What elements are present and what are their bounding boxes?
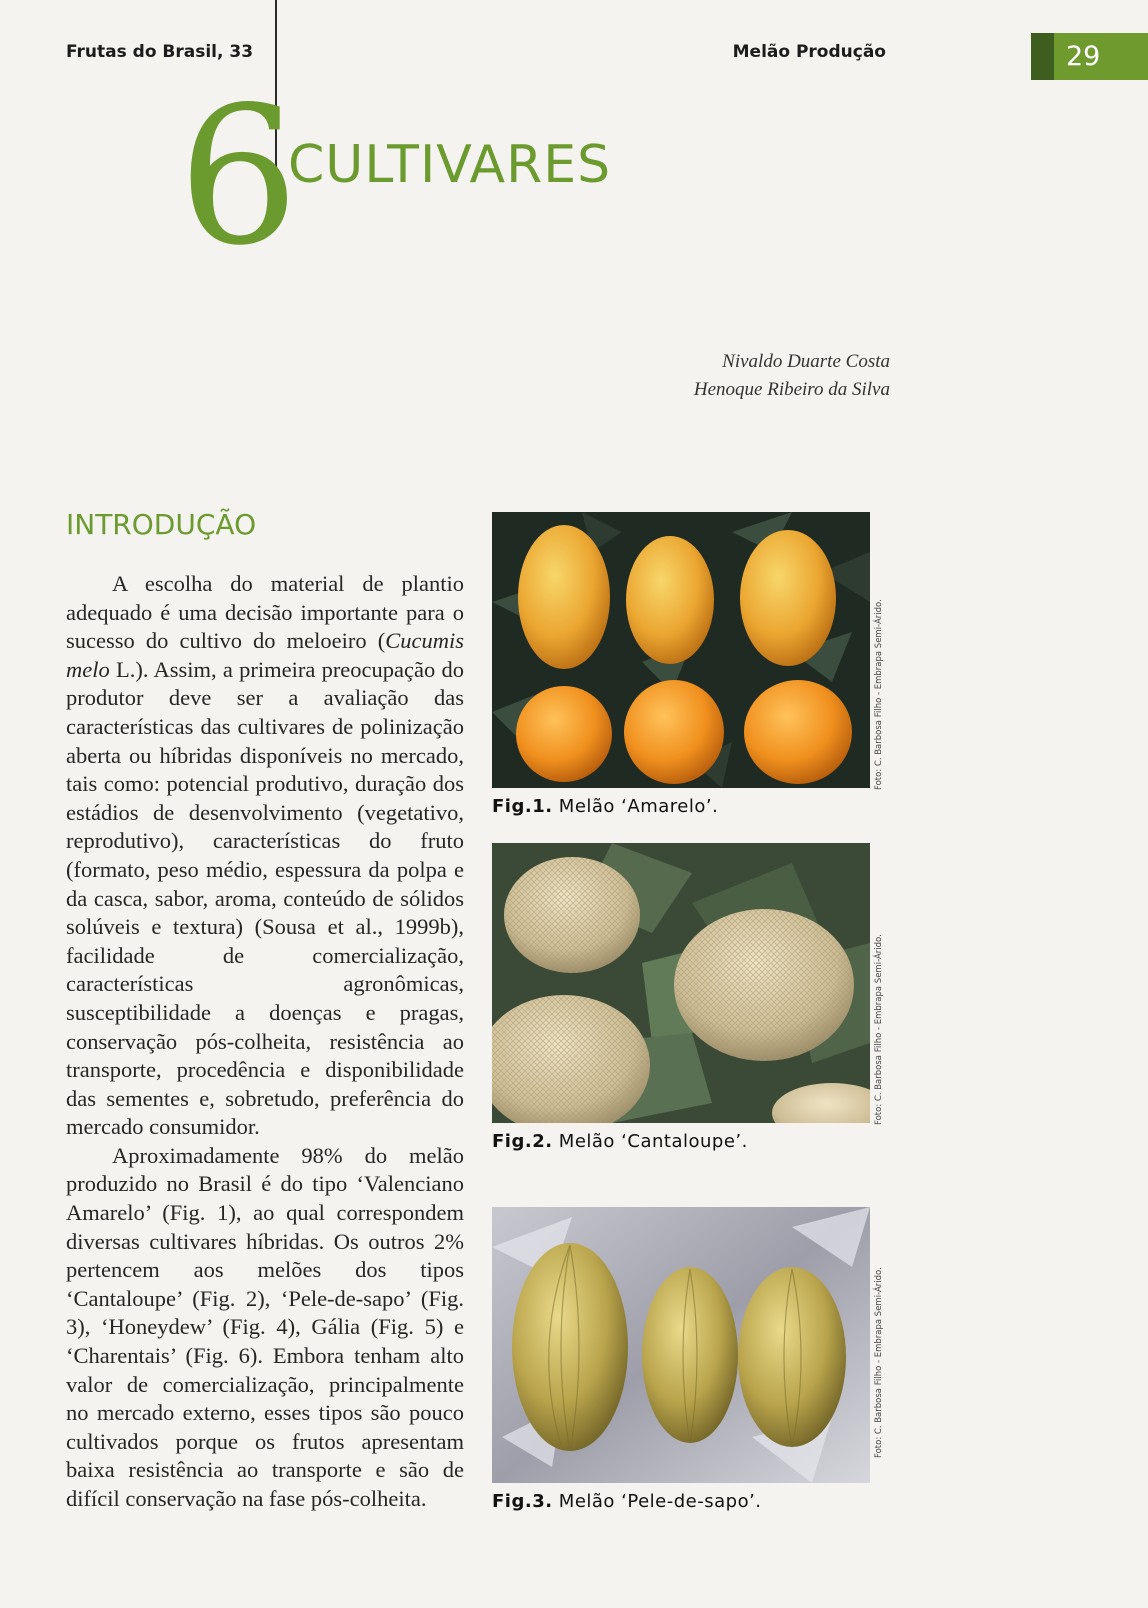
chapter-number: 6	[178, 66, 299, 287]
authors-block	[694, 348, 890, 404]
body-text	[66, 570, 464, 1514]
running-header-series: Frutas do Brasil, 33	[66, 42, 254, 62]
author-2: Henoque Ribeiro da Silva	[693, 379, 890, 400]
page-number-accent	[1031, 33, 1054, 80]
figure-3-caption: Fig.3. Melão ‘Pele-de-sapo’.	[492, 1491, 762, 1512]
figure-2	[492, 843, 870, 1152]
scientific-name: Cucumis melo	[66, 628, 464, 682]
figure-3-credit: Foto: C. Barbosa Filho - Embrapa Semi-Árido.	[874, 1267, 884, 1458]
page-number-box	[1031, 33, 1148, 80]
melon-cantaloupe-image	[492, 843, 870, 1123]
figure-3	[492, 1207, 870, 1512]
page-number: 29	[1066, 41, 1101, 72]
running-header-title: Melão Produção	[732, 42, 886, 62]
figure-2-caption: Fig.2. Melão ‘Cantaloupe’.	[492, 1131, 748, 1152]
melon-pele-de-sapo-image	[492, 1207, 870, 1483]
figure-3-photo	[492, 1207, 870, 1483]
chapter-title: CULTIVARES	[288, 135, 612, 195]
figure-1-credit: Foto: C. Barbosa Filho - Embrapa Semi-Árido.	[874, 599, 884, 790]
figure-1-photo	[492, 512, 870, 788]
figure-1-caption: Fig.1. Melão ‘Amarelo’.	[492, 796, 719, 817]
section-title: INTRODUÇÃO	[66, 508, 257, 541]
author-1: Nivaldo Duarte Costa	[722, 351, 890, 372]
figure-2-photo	[492, 843, 870, 1123]
figure-1	[492, 512, 870, 817]
melon-amarelo-image	[492, 512, 870, 788]
figure-2-credit: Foto: C. Barbosa Filho - Embrapa Semi-Árido.	[874, 934, 884, 1125]
paragraph-1: A escolha do material de plantio adequado é uma decisão importante para o sucesso do cultivo do meloeiro (Cucumis melo L.). Assim, a primeira preocupação do produtor deve ser a avaliação das características das cultivares de polinização aberta ou híbridas disponíveis no mercado, tais como: potencial produtivo, duração dos estádios de desenvolvimento (vegetativo, reprodutivo), características do fruto (formato, peso médio, espessura da polpa e da casca, sabor, aroma, conteúdo de sólidos solúveis e textura) (Sousa et al., 1999b), facilidade de comercialização, características agronômicas, susceptibilidade a doenças e pragas, conservação pós-colheita, resistência ao transporte, procedência e disponibilidade das sementes e, sobretudo, preferência do mercado consumidor.	[66, 571, 464, 1140]
paragraph-2: Aproximadamente 98% do melão produzido no Brasil é do tipo ‘Valenciano Amarelo’ (Fig. 1), ao qual correspondem diversas cultivares híbridas. Os outros 2% pertencem aos melões dos tipos ‘Cantaloupe’ (Fig. 2), ‘Pele-de-sapo’ (Fig. 3), ‘Honeydew’ (Fig. 4), Gália (Fig. 5) e ‘Charentais’ (Fig. 6). Embora tenham alto valor de comercialização, principalmente no mercado externo, esses tipos são pouco cultivados porque os frutos apresentam baixa resistência ao transporte e são de difícil conservação na fase pós-colheita.	[66, 1142, 464, 1511]
